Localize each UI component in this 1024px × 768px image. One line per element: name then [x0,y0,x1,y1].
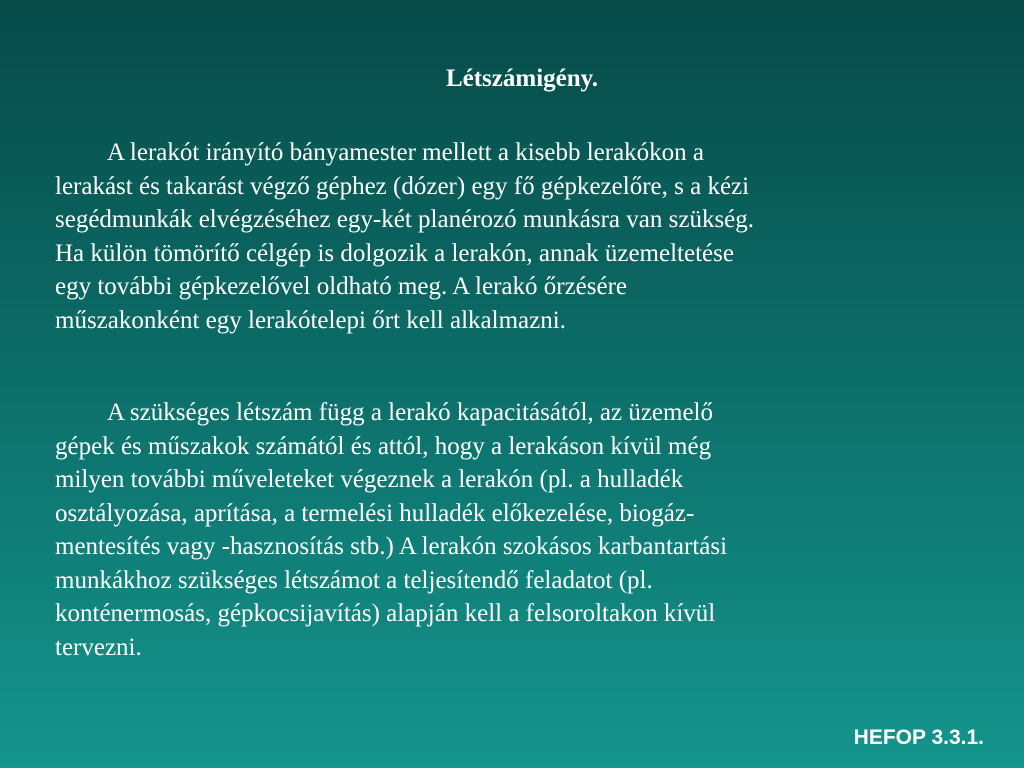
paragraph-line: milyen további műveleteket végeznek a lerakón (pl. a hulladék [55,466,684,493]
paragraph-line: lerakást és takarást végző géphez (dózer) egy fő gépkezelőre, s a kézi [55,172,750,200]
footer-label: HEFOP 3.3.1. [853,726,984,749]
paragraph-line: műszakonként egy lerakótelepi őrt kell alkalmazni. [55,306,566,334]
paragraph-line: Ha külön tömörítő célgép is dolgozik a lerakón, annak üzemeltetése [55,239,734,267]
paragraph-line: mentesítés vagy -hasznosítás stb.) A lerakón szokásos karbantartási [55,533,728,560]
paragraph-line: osztályozása, aprítása, a termelési hulladék előkezelése, biogáz- [55,499,695,527]
slide-title: Létszámigény. [445,65,599,92]
paragraph-line: A szükséges létszám függ a lerakó kapacitásától, az üzemelő [107,399,714,426]
paragraph-line: tervezni. [55,633,142,661]
paragraph-line: munkákhoz szükséges létszámot a teljesítendő feladatot (pl. [55,566,653,594]
paragraph-line: gépek és műszakok számától és attól, hogy a lerakáson kívül még [55,432,712,460]
paragraph-line: egy további gépkezelővel oldható meg. A lerakó őrzésére [55,273,628,300]
paragraph-1 [55,136,945,337]
paragraph-line: konténermosás, gépkocsijavítás) alapján kell a felsoroltakon kívül [55,600,716,627]
paragraph-line: segédmunkák elvégzéséhez egy-két planérozó munkásra van szükség. [55,206,755,233]
paragraph-2 [55,396,945,664]
paragraph-line: A lerakót irányító bányamester mellett a kisebb lerakókon a [107,139,705,166]
